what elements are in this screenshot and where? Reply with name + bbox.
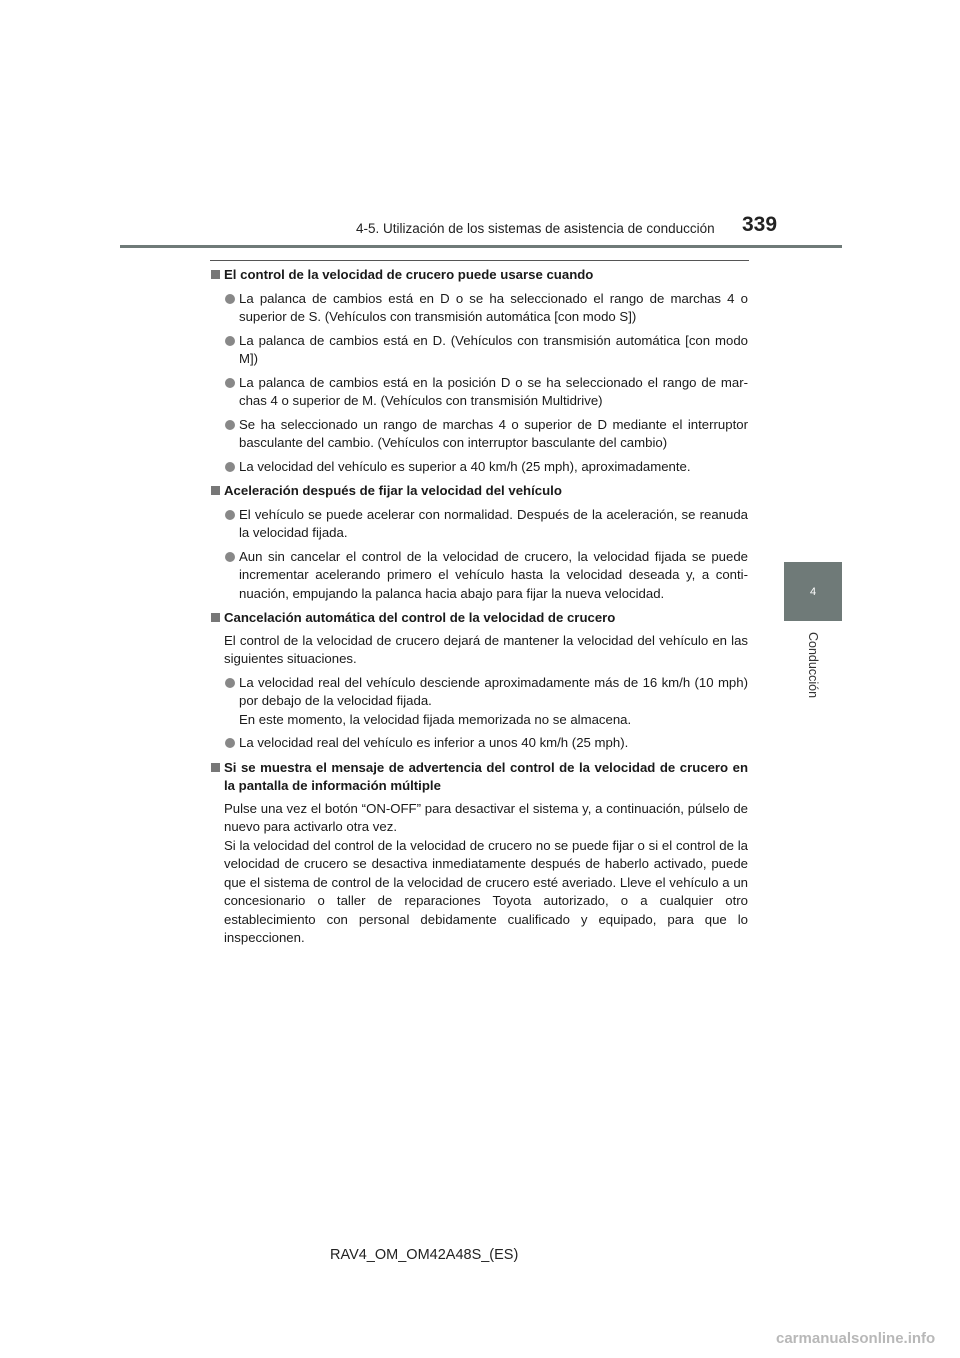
list-item-text: La velocidad del vehículo es superior a 40 km/h (25 mph), aproximadamente. <box>239 458 691 474</box>
square-bullet-icon <box>211 486 220 495</box>
list-item-text: El vehículo se puede acelerar con normalidad. Después de la aceleración, se reanuda la velocidad fijada. <box>239 506 748 540</box>
list-item-note: En este momento, la velocidad fijada memorizada no se almacena. <box>239 711 632 727</box>
page-number: 339 <box>742 213 778 236</box>
section-warning-message <box>210 759 748 948</box>
bullet-list <box>210 506 748 604</box>
chapter-tab <box>784 562 842 621</box>
bullet-list <box>210 290 748 477</box>
circle-bullet-icon <box>225 420 235 430</box>
circle-bullet-icon <box>225 462 235 472</box>
section-intro: El control de la velocidad de crucero dejará de mantener la velocidad del vehículo en las siguientes situaciones. <box>224 632 748 666</box>
main-content <box>210 266 748 954</box>
list-item <box>210 416 748 453</box>
chapter-label: Conducción <box>806 632 820 699</box>
list-item <box>210 548 748 604</box>
circle-bullet-icon <box>225 738 235 748</box>
chapter-number: 4 <box>809 585 817 598</box>
square-bullet-icon <box>211 613 220 622</box>
list-item-text: La velocidad real del vehículo desciende aproximadamente más de 16 km/h (10 mph) por debajo de la velocidad fijada. <box>239 674 748 708</box>
circle-bullet-icon <box>225 294 235 304</box>
circle-bullet-icon <box>225 552 235 562</box>
list-item <box>210 674 748 730</box>
paragraph <box>210 800 748 948</box>
list-item <box>210 734 748 753</box>
chapter-label-container <box>784 632 842 732</box>
list-item-text: La palanca de cambios está en D. (Vehículos con transmisión automática [con modo M]) <box>239 332 748 366</box>
section-title-text: Cancelación automática del control de la velocidad de crucero <box>224 610 616 625</box>
section-title <box>210 609 748 628</box>
list-item <box>210 458 748 477</box>
list-item <box>210 374 748 411</box>
square-bullet-icon <box>211 763 220 772</box>
square-bullet-icon <box>211 270 220 279</box>
section-title <box>210 759 748 796</box>
list-item-text: Se ha seleccionado un rango de marchas 4 o superior de D mediante el interruptor basculante del cambio. (Vehículos con interruptor basculante del cambio) <box>239 416 748 450</box>
list-item-text: Aun sin cancelar el control de la velocidad de crucero, la velocidad fijada se puede incrementar acelerando primero el vehículo hasta la velocidad deseada y, a conti-nuación, empujando la palanca hacia abajo para fijar la nueva velocidad. <box>239 548 748 601</box>
section-title <box>210 266 748 285</box>
section-title-text: Si se muestra el mensaje de advertencia del control de la velocidad de crucero en la pantalla de información múltiple <box>224 759 748 793</box>
document-code: RAV4_OM_OM42A48S_(ES) <box>330 1247 519 1263</box>
list-item <box>210 290 748 327</box>
circle-bullet-icon <box>225 678 235 688</box>
section-acceleration <box>210 482 748 603</box>
circle-bullet-icon <box>225 510 235 520</box>
section-title-text: Aceleración después de fijar la velocidad del vehículo <box>224 483 562 498</box>
header-divider <box>120 245 842 248</box>
circle-bullet-icon <box>225 378 235 388</box>
paragraph-text: Pulse una vez el botón “ON-OFF” para desactivar el sistema y, a continuación, púlselo de nuevo para activarlo otra vez. <box>224 800 748 834</box>
watermark: carmanualsonline.info <box>776 1330 936 1347</box>
list-item-text: La velocidad real del vehículo es inferior a unos 40 km/h (25 mph). <box>239 735 629 750</box>
section-title-text: El control de la velocidad de crucero puede usarse cuando <box>224 267 594 282</box>
bullet-list <box>210 674 748 753</box>
list-item <box>210 506 748 543</box>
list-item <box>210 332 748 369</box>
circle-bullet-icon <box>225 336 235 346</box>
running-header-section: 4-5. Utilización de los sistemas de asistencia de conducción <box>356 221 715 236</box>
content-top-rule <box>210 260 749 261</box>
section-title <box>210 482 748 501</box>
paragraph-text: Si la velocidad del control de la velocidad de crucero no se puede fijar o si el control de la velocidad de crucero se desactiva inmediatamente después de haberlo activado, puede que el sistema de control de la velocidad de crucero esté averiado. Lleve el vehículo a un concesionario o taller de reparaciones Toyota autorizado, o a cualquier otro establecimiento con personal debidamente cualificado y equipado, para que lo inspeccionen. <box>224 837 748 945</box>
list-item-text: La palanca de cambios está en D o se ha seleccionado el rango de marchas 4 o superior de S. (Vehículos con transmisión automática [con modo S]) <box>239 290 748 324</box>
section-speed-conditions <box>210 266 748 476</box>
list-item-text: La palanca de cambios está en la posición D o se ha seleccionado el rango de mar-chas 4 o superior de M. (Vehículos con transmisión Multidrive) <box>239 374 748 408</box>
section-automatic-cancel <box>210 609 748 753</box>
